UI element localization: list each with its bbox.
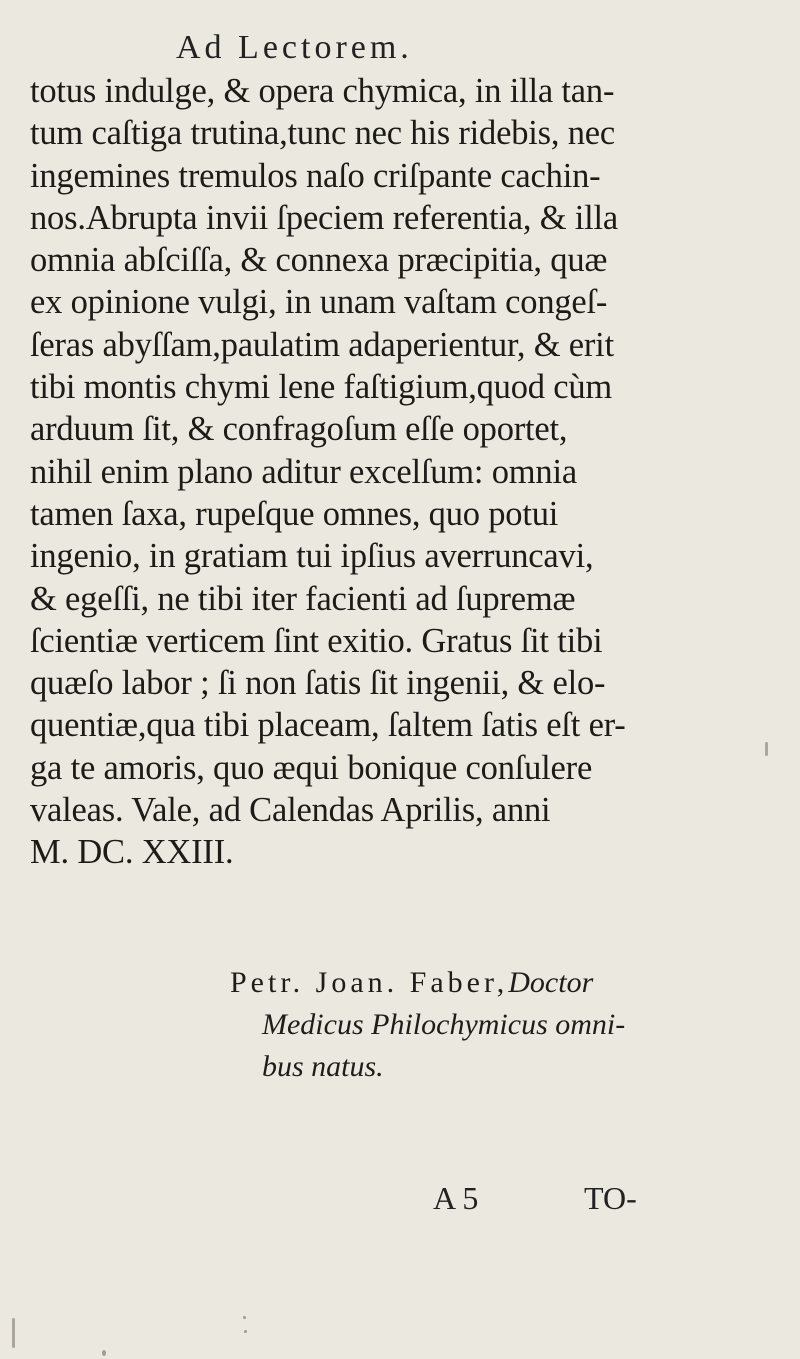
text-line: M. DC. XXIII.: [30, 833, 234, 872]
text-line: ingenio, in gratiam tui ipſius averruncavi,: [30, 537, 594, 576]
text-line: tibi montis chymi lene faſtigium,quod cùm: [30, 368, 613, 407]
text-line: tum caſtiga trutina,tunc nec his ridebis, nec: [30, 114, 615, 153]
body-text: [30, 70, 770, 874]
text-line: valeas. Vale, ad Calendas Aprilis, anni: [30, 791, 551, 830]
paper-speck: [244, 1330, 247, 1333]
paper-speck: [102, 1350, 106, 1356]
text-line: ingemines tremulos naſo criſpante cachin-: [30, 156, 601, 195]
author-title-line: bus natus.: [262, 1050, 384, 1083]
catchword: TO-: [584, 1180, 637, 1216]
text-line: arduum ſit, & confragoſum eſſe oportet,: [30, 410, 568, 449]
text-line: totus indulge, & opera chymica, in illa tan-: [30, 72, 615, 110]
text-line: ex opinione vulgi, in unam vaſtam congeſ-: [30, 283, 608, 322]
signature-name-line: [230, 962, 750, 1004]
text-line: ga te amoris, quo æqui bonique conſulere: [30, 748, 593, 787]
author-name: Petr. Joan. Faber,: [230, 966, 509, 999]
author-degree: Doctor: [508, 966, 594, 999]
text-line: quentiæ,qua tibi placeam, ſaltem ſatis eſt er-: [30, 706, 626, 745]
author-title-line: Medicus Philochymicus omni-: [262, 1008, 626, 1041]
paper-speck: [243, 1316, 246, 1319]
text-line: omnia abſciſſa, & connexa præcipitia, quæ: [30, 241, 608, 280]
paper-speck: [12, 1318, 15, 1348]
text-line: tamen ſaxa, rupeſque omnes, quo potui: [30, 494, 559, 533]
text-line: ſeras abyſſam,paulatim adaperientur, & erit: [30, 325, 614, 364]
text-line: nihil enim plano aditur excelſum: omnia: [30, 452, 577, 491]
running-head: Ad Lectorem.: [176, 29, 413, 66]
text-line: quæſo labor ; ſi non ſatis ſit ingenii, & elo-: [30, 664, 606, 703]
text-line: nos.Abrupta invii ſpeciem referentia, & illa: [30, 198, 619, 237]
paper-speck: [765, 742, 768, 756]
text-line: & egeſſi, ne tibi iter facienti ad ſupremæ: [30, 579, 576, 618]
signature-mark: A 5: [433, 1180, 479, 1216]
text-line: ſcientiæ verticem ſint exitio. Gratus ſit tibi: [30, 621, 603, 660]
author-signature: [230, 962, 750, 1088]
